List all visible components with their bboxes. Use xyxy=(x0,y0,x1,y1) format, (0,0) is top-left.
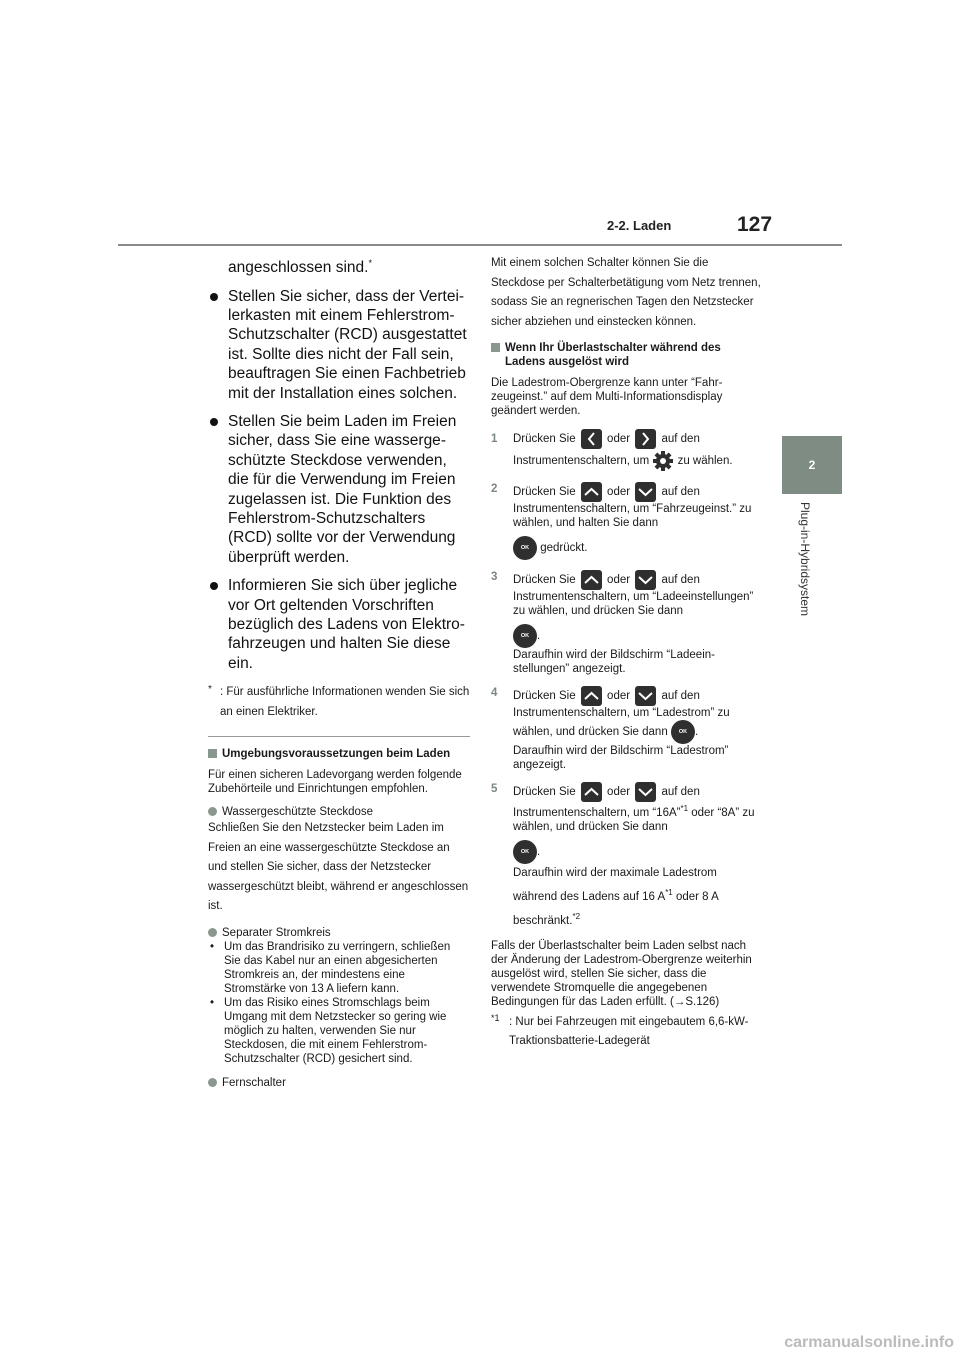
step-4-result: Daraufhin wird der Bildschirm “Ladestrom” angezeigt. xyxy=(513,745,729,772)
step-3-result: Daraufhin wird der Bildschirm “Ladeeinstellungen” angezeigt. xyxy=(513,649,715,676)
closing-text: Falls der Überlastschalter beim Laden selbst nach der Änderung der Ladestrom-Obergrenze weiterhin ausgelöst wird, stellen Sie sicher, dass die verwendete Stromquelle die angegebenen Bedingungen für das Laden erfüllt. (→S.126) xyxy=(491,939,752,1008)
section-title: 2-2. Laden xyxy=(607,218,672,233)
step-5-result: Daraufhin wird der maximale Ladestrom während des Ladens auf 16 $A^{*1}$ oder 8 A beschränkt.$^{*2}$ xyxy=(513,866,719,927)
item-heading-3: Fernschalter xyxy=(208,1076,470,1090)
down-arrow-icon xyxy=(635,686,656,706)
up-arrow-icon xyxy=(581,686,602,706)
step-2: 2 Drücken Sie oder auf den Instrumentenschaltern, um “Fahrzeugeinst.” zu wählen, und halten Sie dann OK gedrückt. xyxy=(491,482,761,560)
step-3: 3 Drücken Sie oder auf den Instrumentenschaltern, um “Ladeeinstellungen” zu wählen, und drücken Sie dann OK . Daraufhin wird der Bildschirm “Ladeeinstellungen” angezeigt. xyxy=(491,570,761,676)
ok-button-icon: OK xyxy=(513,840,537,864)
up-arrow-icon xyxy=(581,570,602,590)
page-number: 127 xyxy=(737,213,773,236)
item-heading-2: Separater Stromkreis xyxy=(208,926,470,940)
item-text-1: Schließen Sie den Netzstecker beim Laden im Freien an eine wassergeschützte Steckdose an und stellen Sie sicher, dass der Netzstecker wassergeschützt bleibt, während er angeschlossen ist. xyxy=(208,822,469,913)
left-column xyxy=(208,254,470,1090)
up-arrow-icon xyxy=(581,782,602,802)
ok-button-icon: OK xyxy=(513,536,537,560)
bullet-2: Stellen Sie beim Laden im Freien sicher, dass Sie eine wassergeschützte Steckdose verwenden, die für die Verwendung im Freien zugelassen ist. Die Funktion des Fehlerstrom-Schutzschalters (RCD) sollte vor der Verwendung überprüft werden. xyxy=(208,412,470,567)
ok-button-icon: OK xyxy=(513,624,537,648)
down-arrow-icon xyxy=(635,782,656,802)
down-arrow-icon xyxy=(635,482,656,502)
step-1: 1 Drücken Sie oder auf den Instrumentenschaltern, um zu wählen. xyxy=(491,428,761,472)
step-4: 4 Drücken Sie oder auf den Instrumentenschaltern, um “Ladestrom” zu wählen, und drücken Sie dann OK . Daraufhin wird der Bildschirm “Ladestrom” angezeigt. xyxy=(491,686,761,772)
section-heading: Umgebungsvoraussetzungen beim Laden xyxy=(208,747,470,761)
step-5: 5 Drücken Sie oder auf den Instrumentenschaltern, um “16A”$^{*1}$ oder “8A” zu wählen, und drücken Sie dann OK . Daraufhin wird der maximale Ladestrom während des Ladens auf 16 $A^{*1}$ oder 8 A beschränkt.$^{*2}$ xyxy=(491,782,761,930)
remote-switch-text: Mit einem solchen Schalter können Sie die Steckdose per Schalterbetätigung vom Netz trennen, sodass Sie an regnerischen Tagen den Netzstecker sicher abziehen und einstecken können. xyxy=(491,257,761,328)
gear-icon xyxy=(652,450,674,472)
intro-line: angeschlossen sind.* xyxy=(228,258,372,277)
section-intro: Für einen sicheren Ladevorgang werden folgende Zubehörteile und Einrichtungen empfohlen. xyxy=(208,769,462,796)
up-arrow-icon xyxy=(581,482,602,502)
chapter-tab: 2 xyxy=(782,436,842,494)
bullet-1: Stellen Sie sicher, dass der Verteilerkasten mit einem Fehlerstrom-Schutzschalter (RCD) ausgestattet ist. Sollte dies nicht der Fall sein, beauftragen Sie einen Fachbetrieb mit der Installation eines solchen. xyxy=(208,287,470,403)
bullet-3: Informieren Sie sich über jegliche vor Ort geltenden Vorschriften bezüglich des Ladens von Elektrofahrzeugen und halten Sie diese ein. xyxy=(208,576,470,673)
divider xyxy=(208,736,470,737)
left-arrow-icon xyxy=(581,429,602,449)
header-rule xyxy=(118,244,842,246)
footnote-1: *1 : Nur bei Fahrzeugen mit eingebautem 6,6-kW-Traktionsbatterie-Ladegerät xyxy=(491,1012,749,1048)
sub-bullet-1: • Um das Brandrisiko zu verringern, schließen Sie das Kabel nur an einen abgesicherten Stromkreis an, der mindestens eine Stromstärke von 13 A liefern kann. xyxy=(210,940,451,995)
ok-button-icon: OK xyxy=(671,720,695,744)
sub-bullet-2: • Um das Risiko eines Stromschlags beim Umgang mit dem Netzstecker so gering wie möglich zu halten, verwenden Sie nur Steckdosen, die mit einem Fehlerstrom-Schutzschalter (RCD) gesichert sind. xyxy=(210,996,447,1065)
chapter-label: Plug-in-Hybridsystem xyxy=(798,502,812,617)
overload-heading: Wenn Ihr Überlastschalter während des Ladens ausgelöst wird xyxy=(491,341,761,369)
footnote: * : Für ausführliche Informationen wenden Sie sich an einen Elektriker. xyxy=(208,684,470,718)
watermark: carmanualsonline.info xyxy=(784,1334,954,1351)
right-column xyxy=(491,254,761,1052)
item-heading-1: Wassergeschützte Steckdose xyxy=(208,805,470,819)
overload-intro: Die Ladestrom-Obergrenze kann unter “Fahrzeugeinst.” auf dem Multi-Informationsdisplay geändert werden. xyxy=(491,377,723,417)
right-arrow-icon xyxy=(635,429,656,449)
down-arrow-icon xyxy=(635,570,656,590)
